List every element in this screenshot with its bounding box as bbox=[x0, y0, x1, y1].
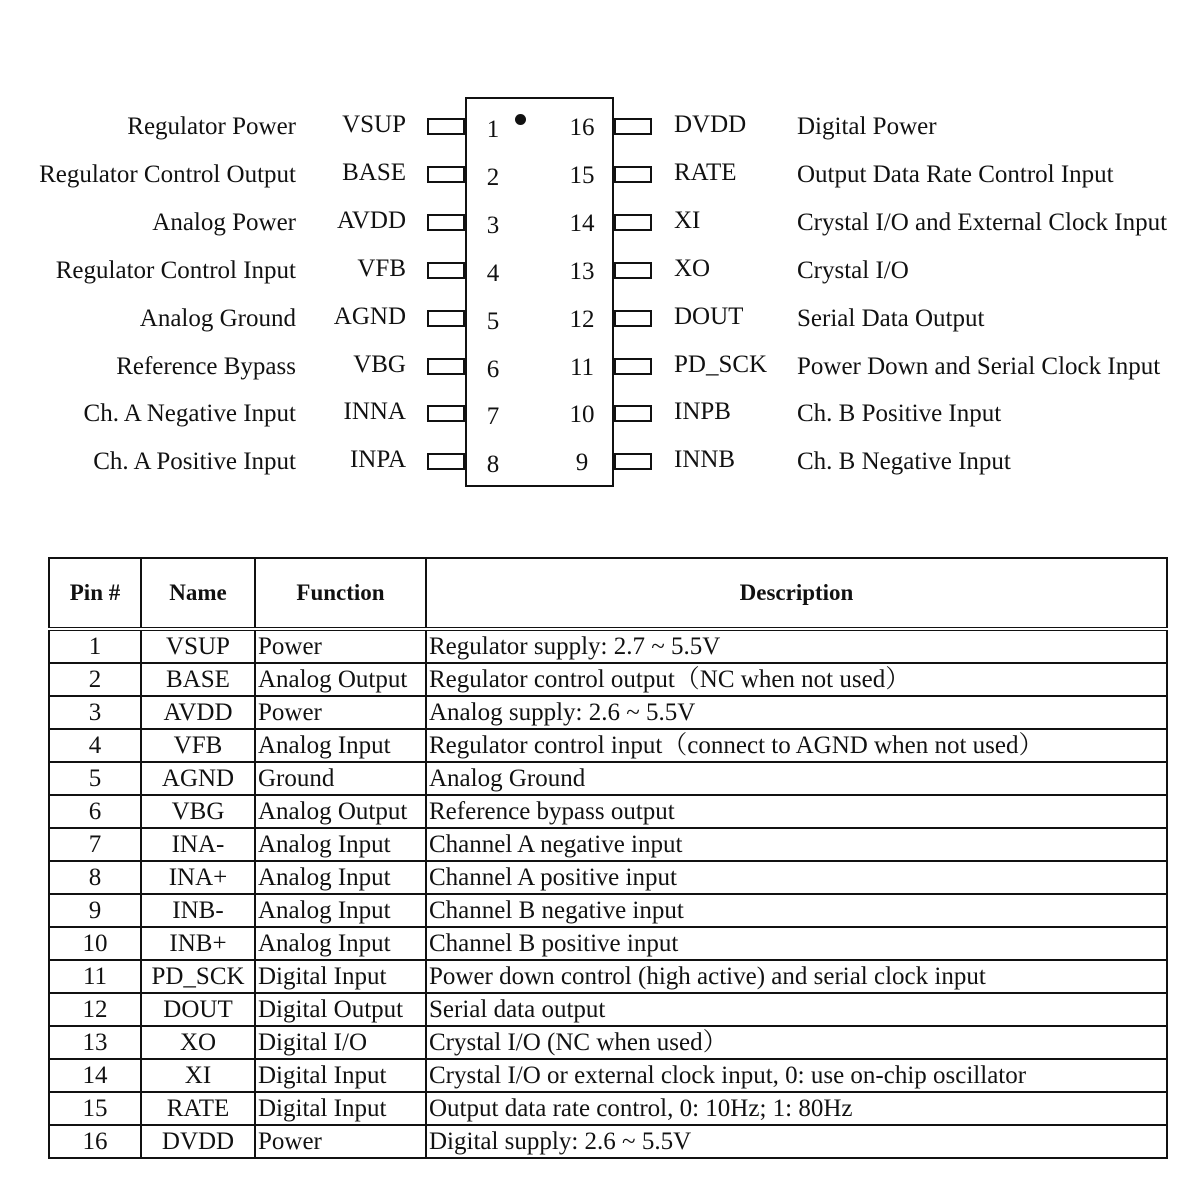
right-pin-lead bbox=[614, 405, 652, 422]
cell-pin-number: 16 bbox=[49, 1125, 141, 1158]
left-pin-function: Regulator Control Input bbox=[55, 257, 296, 284]
cell-description: Power down control (high active) and serial clock input bbox=[426, 960, 1167, 993]
right-pin-function: Serial Data Output bbox=[797, 305, 985, 332]
left-pin-lead bbox=[427, 214, 465, 231]
header-pin-number: Pin # bbox=[49, 558, 141, 629]
cell-pin-number: 8 bbox=[49, 861, 141, 894]
left-pin-function: Regulator Control Output bbox=[39, 161, 296, 188]
cell-function: Analog Input bbox=[255, 894, 426, 927]
cell-description: Crystal I/O or external clock input, 0: use on-chip oscillator bbox=[426, 1059, 1167, 1092]
left-pin-number: 8 bbox=[486, 451, 500, 478]
table-row bbox=[49, 629, 1167, 663]
cell-pin-name: BASE bbox=[141, 663, 255, 696]
left-pin-name: INNA bbox=[343, 398, 406, 425]
left-pin-lead bbox=[427, 310, 465, 327]
cell-pin-name: INB- bbox=[141, 894, 255, 927]
cell-pin-name: XI bbox=[141, 1059, 255, 1092]
cell-pin-number: 13 bbox=[49, 1026, 141, 1059]
cell-description: Channel B negative input bbox=[426, 894, 1167, 927]
table-row bbox=[49, 927, 1167, 960]
right-pin-function: Ch. B Negative Input bbox=[797, 448, 1011, 475]
left-pin-lead bbox=[427, 118, 465, 135]
table-body bbox=[49, 629, 1167, 1158]
right-pin-function: Power Down and Serial Clock Input bbox=[797, 353, 1161, 380]
right-pin-lead bbox=[614, 214, 652, 231]
cell-function: Digital Input bbox=[255, 960, 426, 993]
right-pin-lead bbox=[614, 118, 652, 135]
cell-pin-number: 11 bbox=[49, 960, 141, 993]
right-pin-lead bbox=[614, 358, 652, 375]
cell-function: Digital Output bbox=[255, 993, 426, 1026]
cell-pin-name: RATE bbox=[141, 1092, 255, 1125]
table-row bbox=[49, 861, 1167, 894]
table-row bbox=[49, 1125, 1167, 1158]
cell-description: Channel B positive input bbox=[426, 927, 1167, 960]
right-pin-lead bbox=[614, 166, 652, 183]
cell-function: Analog Output bbox=[255, 795, 426, 828]
cell-function: Digital I/O bbox=[255, 1026, 426, 1059]
cell-pin-number: 3 bbox=[49, 696, 141, 729]
right-pin-name: DVDD bbox=[674, 111, 747, 138]
cell-pin-name: VBG bbox=[141, 795, 255, 828]
right-pin-name: XO bbox=[674, 255, 711, 282]
cell-function: Digital Input bbox=[255, 1059, 426, 1092]
right-pin-number: 15 bbox=[569, 162, 595, 189]
table-row bbox=[49, 1092, 1167, 1125]
cell-function: Power bbox=[255, 696, 426, 729]
left-pin-function: Regulator Power bbox=[127, 113, 296, 140]
cell-function: Analog Input bbox=[255, 927, 426, 960]
cell-description: Crystal I/O (NC when used） bbox=[426, 1026, 1167, 1059]
left-pin-lead bbox=[427, 166, 465, 183]
cell-function: Power bbox=[255, 629, 426, 663]
left-pin-number: 1 bbox=[486, 116, 500, 143]
cell-function: Power bbox=[255, 1125, 426, 1158]
left-pin-name: VFB bbox=[357, 255, 406, 282]
cell-function: Analog Input bbox=[255, 861, 426, 894]
cell-description: Regulator supply: 2.7 ~ 5.5V bbox=[426, 629, 1167, 663]
table-row bbox=[49, 663, 1167, 696]
left-pin-name: AVDD bbox=[337, 207, 406, 234]
left-pin-number: 6 bbox=[486, 356, 500, 383]
header-function: Function bbox=[255, 558, 426, 629]
left-pin-number: 3 bbox=[486, 212, 500, 239]
cell-function: Analog Input bbox=[255, 729, 426, 762]
right-pin-function: Crystal I/O and External Clock Input bbox=[797, 209, 1168, 236]
table-row bbox=[49, 696, 1167, 729]
cell-pin-number: 7 bbox=[49, 828, 141, 861]
cell-function: Analog Output bbox=[255, 663, 426, 696]
left-pin-function: Analog Ground bbox=[139, 305, 296, 332]
left-pin-number: 2 bbox=[486, 164, 500, 191]
right-pin-number: 13 bbox=[569, 258, 595, 285]
left-pin-name: AGND bbox=[333, 303, 406, 330]
cell-pin-name: AVDD bbox=[141, 696, 255, 729]
cell-description: Channel A negative input bbox=[426, 828, 1167, 861]
left-pin-lead bbox=[427, 405, 465, 422]
cell-pin-number: 5 bbox=[49, 762, 141, 795]
right-pin-function: Ch. B Positive Input bbox=[797, 400, 1002, 427]
left-pin-lead bbox=[427, 453, 465, 470]
cell-function: Ground bbox=[255, 762, 426, 795]
left-pin-number: 4 bbox=[486, 260, 500, 287]
cell-pin-name: INA+ bbox=[141, 861, 255, 894]
right-pin-name: INNB bbox=[674, 446, 736, 473]
right-pin-lead bbox=[614, 262, 652, 279]
cell-pin-number: 12 bbox=[49, 993, 141, 1026]
right-pin-name: XI bbox=[674, 207, 701, 234]
right-pin-name: DOUT bbox=[674, 303, 744, 330]
cell-description: Serial data output bbox=[426, 993, 1167, 1026]
header-description: Description bbox=[426, 558, 1167, 629]
right-pin-name: PD_SCK bbox=[674, 351, 768, 378]
cell-pin-name: VFB bbox=[141, 729, 255, 762]
left-pin-lead bbox=[427, 358, 465, 375]
cell-description: Channel A positive input bbox=[426, 861, 1167, 894]
left-pin-name: INPA bbox=[349, 446, 406, 473]
right-pin-function: Crystal I/O bbox=[797, 257, 909, 284]
right-pin-function: Output Data Rate Control Input bbox=[797, 161, 1114, 188]
cell-pin-name: DOUT bbox=[141, 993, 255, 1026]
right-pin-number: 14 bbox=[569, 210, 595, 237]
right-pin-number: 16 bbox=[569, 114, 595, 141]
cell-description: Digital supply: 2.6 ~ 5.5V bbox=[429, 1127, 692, 1155]
right-pin-lead bbox=[614, 310, 652, 327]
cell-function: Digital Input bbox=[255, 1092, 426, 1125]
right-pin-name: INPB bbox=[674, 398, 731, 425]
cell-pin-name: DVDD bbox=[141, 1125, 255, 1158]
cell-description: Reference bypass output bbox=[426, 795, 1167, 828]
left-pin-function: Ch. A Negative Input bbox=[83, 400, 296, 427]
cell-pin-number: 14 bbox=[49, 1059, 141, 1092]
cell-pin-name: AGND bbox=[141, 762, 255, 795]
cell-description: Analog supply: 2.6 ~ 5.5V bbox=[426, 696, 1167, 729]
cell-description: Regulator control input（connect to AGND when not used） bbox=[426, 729, 1167, 762]
table-row bbox=[49, 762, 1167, 795]
table-row bbox=[49, 993, 1167, 1026]
cell-pin-name: INA- bbox=[141, 828, 255, 861]
right-pin-lead bbox=[614, 453, 652, 470]
pin-description-table bbox=[48, 557, 1168, 1159]
cell-pin-number: 6 bbox=[49, 795, 141, 828]
left-pin-name: BASE bbox=[342, 159, 406, 186]
left-pin-function: Reference Bypass bbox=[116, 353, 296, 380]
table-row bbox=[49, 894, 1167, 927]
cell-pin-number: 1 bbox=[49, 629, 141, 663]
right-pin-number: 9 bbox=[575, 449, 589, 476]
right-pin-number: 12 bbox=[569, 306, 595, 333]
table-row bbox=[49, 1026, 1167, 1059]
cell-pin-name: XO bbox=[141, 1026, 255, 1059]
left-pin-name: VSUP bbox=[342, 111, 406, 138]
cell-function: Analog Input bbox=[255, 828, 426, 861]
table-row bbox=[49, 729, 1167, 762]
cell-pin-number: 4 bbox=[49, 729, 141, 762]
left-pin-lead bbox=[427, 262, 465, 279]
left-pin-number: 7 bbox=[486, 403, 500, 430]
left-pin-name: VBG bbox=[353, 351, 406, 378]
cell-pin-name: VSUP bbox=[141, 629, 255, 663]
table-row bbox=[49, 1059, 1167, 1092]
pinout-diagram bbox=[0, 0, 1200, 520]
cell-pin-name: PD_SCK bbox=[141, 960, 255, 993]
cell-pin-number: 2 bbox=[49, 663, 141, 696]
cell-description: Regulator control output（NC when not used） bbox=[426, 663, 1167, 696]
left-pin-function: Ch. A Positive Input bbox=[93, 448, 296, 475]
header-name: Name bbox=[141, 558, 255, 629]
table-row bbox=[49, 960, 1167, 993]
table-row bbox=[49, 828, 1167, 861]
left-pin-function: Analog Power bbox=[152, 209, 296, 236]
left-pin-number: 5 bbox=[486, 308, 500, 335]
pin1-marker-dot bbox=[515, 114, 526, 125]
cell-pin-number: 9 bbox=[49, 894, 141, 927]
right-pin-function: Digital Power bbox=[797, 113, 937, 140]
table-header-row bbox=[49, 558, 1167, 629]
cell-description: Analog Ground bbox=[426, 762, 1167, 795]
cell-pin-name: INB+ bbox=[141, 927, 255, 960]
right-pin-number: 10 bbox=[569, 401, 595, 428]
right-pin-name: RATE bbox=[674, 159, 737, 186]
cell-description: Output data rate control, 0: 10Hz; 1: 80Hz bbox=[426, 1092, 1167, 1125]
cell-pin-number: 15 bbox=[49, 1092, 141, 1125]
right-pin-number: 11 bbox=[569, 354, 595, 381]
table-row bbox=[49, 795, 1167, 828]
cell-pin-number: 10 bbox=[49, 927, 141, 960]
